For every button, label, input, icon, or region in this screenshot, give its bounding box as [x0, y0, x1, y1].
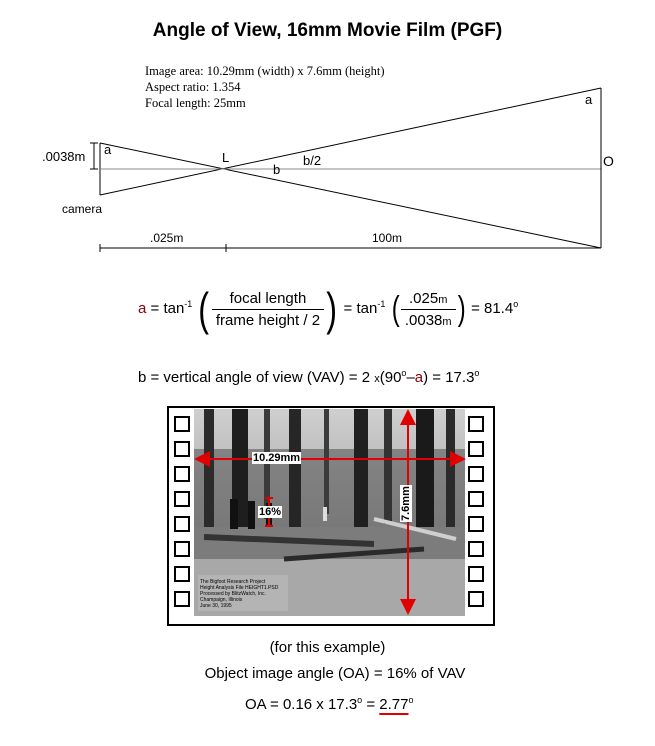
focal-length-text: Focal length: 25mm	[145, 96, 246, 110]
example-note: (for this example)	[269, 639, 386, 656]
oa-definition: Object image angle (OA) = 16% of VAV	[204, 665, 466, 682]
photo-caption: The Bigfoot Research Project Height Analysis File HEIGHT1.PSD Processed by BlitzWatch, Inc. Champaign, Illinois June 30, 1995	[200, 579, 279, 609]
small-height-label: .0038m	[42, 149, 86, 164]
object-O-label: O	[603, 153, 614, 169]
angle-b-label: b	[273, 162, 281, 177]
fraction-focal-over-height: $\frac{\text{focal length}}{\text{frame height / 2}}$	[212, 290, 324, 329]
angle-a-left-label: a	[104, 142, 112, 157]
aspect-ratio-text: Aspect ratio: 1.354	[145, 80, 241, 94]
equation-vav: b = vertical angle of view (VAV) = 2 $x(90^o-a) = 17.3^o$	[138, 368, 480, 386]
equation1-result: = 81.4	[471, 299, 514, 317]
fraction-numeric: $\frac{.025m}{.0038m}$	[401, 290, 456, 329]
page-title: Angle of View, 16mm Movie Film (PGF)	[152, 20, 503, 41]
percent-label: 16%	[259, 506, 282, 518]
equation-angle-a: $a = \tan^{-1}$ ( $\frac{\text{focal length}}{\text{frame height / 2}}$ ) = $\tan^{-1}$ ( $\frac{.025m}{.0038m}$ ) = $81.4^o$	[138, 283, 519, 335]
width-label: 10.29mm	[253, 452, 301, 464]
oa-equation: OA = 0.16 x $17.3^o = 2.77^o$	[245, 695, 414, 713]
angle-a-right-label: a	[585, 92, 593, 107]
oa-result: 2.77	[379, 696, 409, 713]
camera-label: camera	[62, 202, 103, 216]
symbol-a: a	[138, 299, 147, 317]
distance-right-label: 100m	[372, 231, 403, 245]
angle-b-half-label: b/2	[303, 153, 322, 168]
lens-L-label: L	[222, 150, 230, 165]
distance-left-label: .025m	[150, 231, 184, 245]
image-area-text: Image area: 10.29mm (width) x 7.6mm (height)	[145, 64, 385, 78]
height-label: 7.6mm	[400, 486, 412, 521]
